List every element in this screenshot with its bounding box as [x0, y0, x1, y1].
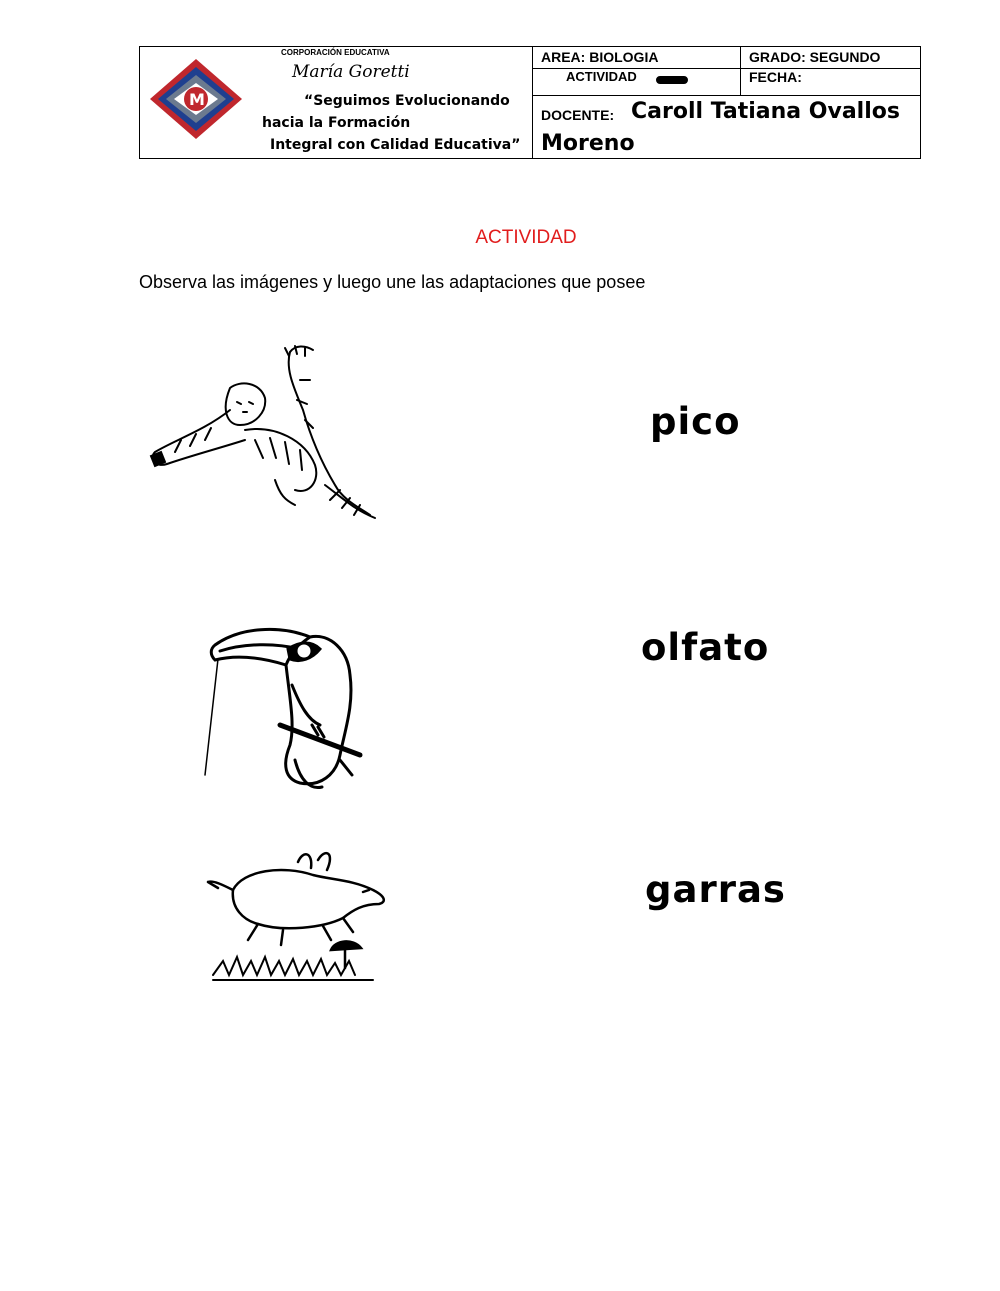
- area-label: AREA: BIOLOGIA: [541, 49, 659, 65]
- school-info-cell: [140, 47, 533, 158]
- teacher-label: DOCENTE:: [541, 107, 615, 123]
- tiger-icon[interactable]: [145, 340, 380, 525]
- corporation-label: CORPORACIÓN EDUCATIVA: [281, 48, 390, 57]
- school-name: María Goretti: [292, 62, 410, 82]
- activity-title: ACTIVIDAD: [475, 227, 577, 248]
- activity-label: ACTIVIDAD: [566, 69, 637, 84]
- school-logo-icon: [148, 57, 244, 141]
- motto-line-2: hacia la Formación: [262, 115, 411, 131]
- word-olfato[interactable]: olfato: [641, 626, 770, 669]
- toucan-icon[interactable]: [200, 615, 380, 795]
- grade-label: GRADO: SEGUNDO: [749, 49, 881, 65]
- word-pico[interactable]: pico: [650, 400, 741, 443]
- course-info-cell: [532, 47, 920, 158]
- teacher-name: Caroll Tatiana Ovallos Moreno: [541, 99, 900, 156]
- motto-line-3: Integral con Calidad Educativa”: [270, 137, 521, 153]
- area-grade-row: [532, 47, 920, 69]
- document-header: [139, 46, 921, 159]
- word-garras[interactable]: garras: [645, 868, 786, 911]
- activity-date-row: [532, 68, 920, 96]
- motto-line-1: “Seguimos Evolucionando: [304, 93, 510, 109]
- aardvark-icon[interactable]: [203, 840, 393, 990]
- activity-pill-icon: [656, 76, 688, 84]
- date-label: FECHA:: [749, 69, 802, 85]
- teacher-row: [532, 95, 920, 158]
- svg-text:M: M: [189, 90, 205, 109]
- instruction-text: Observa las imágenes y luego une las adaptaciones que posee: [139, 272, 646, 292]
